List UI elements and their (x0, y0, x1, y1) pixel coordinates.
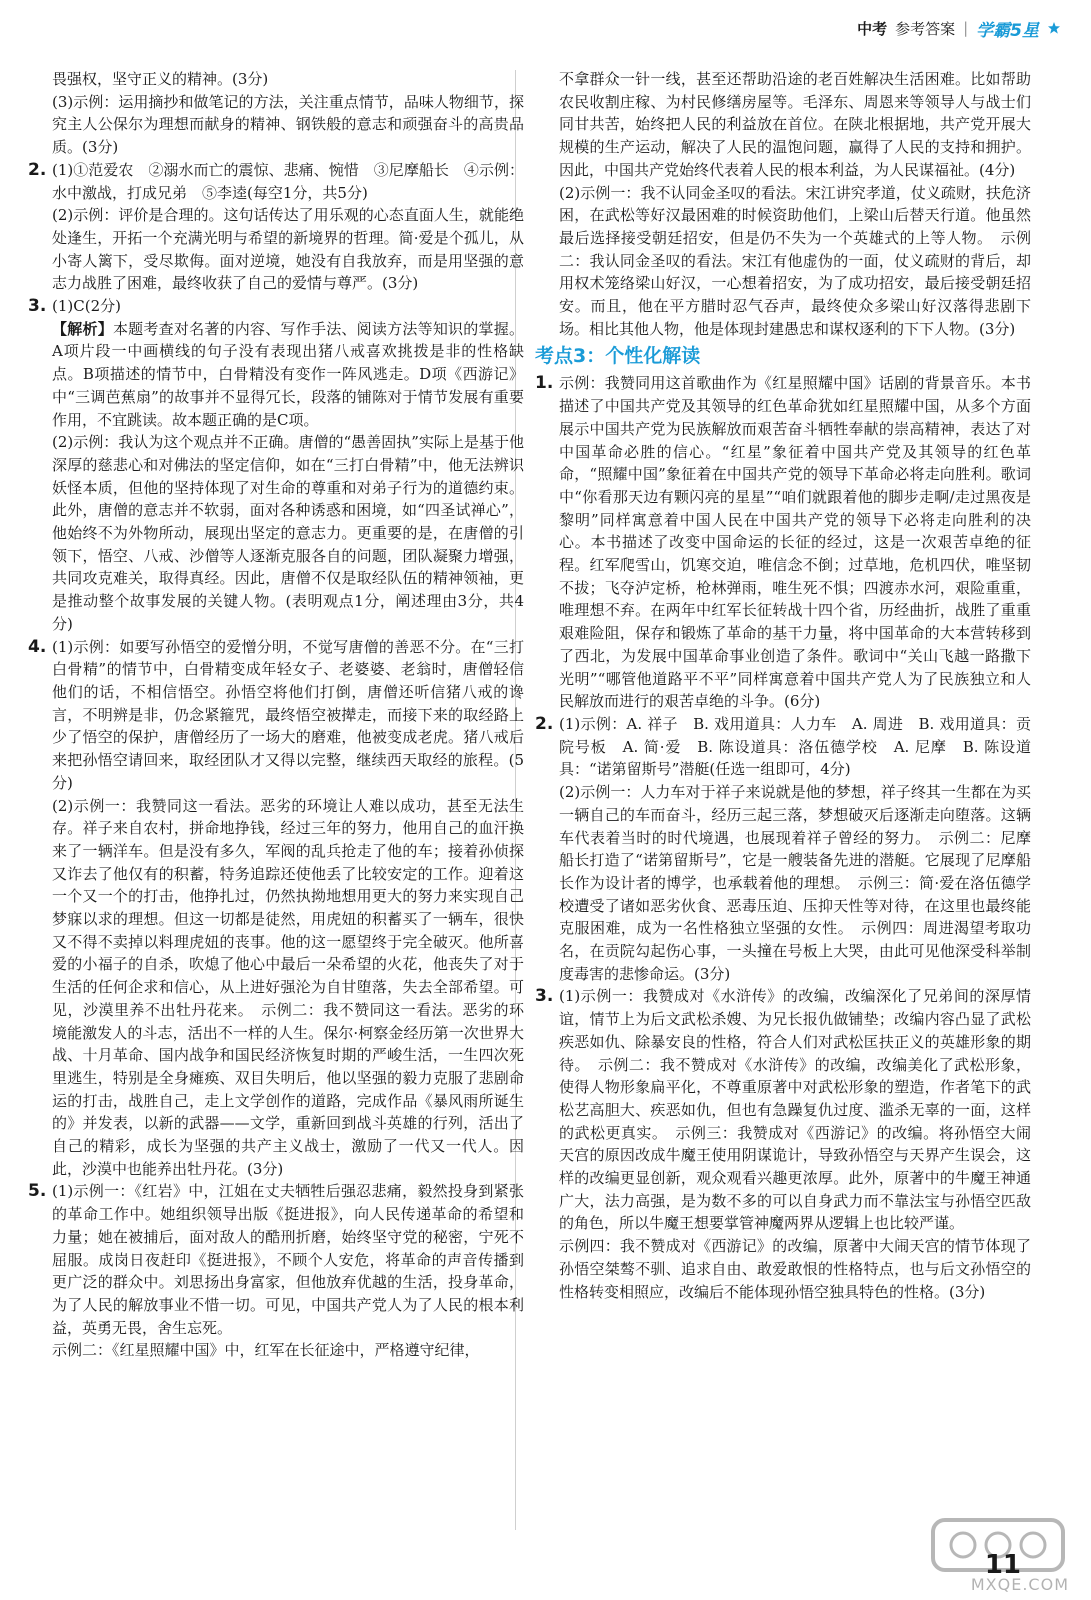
answer-text: (1)示例：A. 祥子 B. 戏用道具：人力车 A. 周进 B. 戏用道具：贡院号板 A. 简·爱 B. 陈设道具：洛伍德学校 A. 尼摩 B. 陈设道具：“诺第留斯号”潜艇(任选一组即可，4分) (559, 714, 1031, 779)
analysis-tag: 【解析】 (52, 319, 113, 338)
left-column (28, 68, 524, 1558)
analysis-paragraph (52, 318, 524, 432)
section-heading: 考点3：个性化解读 (535, 345, 701, 368)
question-5 (28, 1180, 524, 1362)
answer-text: (2)示例一：人力车对于祥子来说就是他的梦想，祥子终其一生都在为买一辆自己的车而奋斗，经历三起三落，梦想破灭后逐渐走向堕落。这辆车代表着当时的时代境遇，也展现着祥子曾经的努力。 示例二：尼摩船长打造了“诺第留斯号”，它是一艘装备先进的潜艇。它展现了尼摩船长作为设计者的博学，也承载着他的理想。 示例三：简·爱在洛伍德学校遭受了诸如恶劣伙食、恶毒压迫、压抑天性等对待，在这里也最终能克服困难，成为一名性格独立坚强的女性。 示例四：周进渴望考取功名，在贡院勾起伤心事，一头撞在号板上大哭，由此可见他深受科举制度毒害的悲惨命运。(3分) (559, 783, 1031, 983)
question-number: 1. (535, 373, 554, 394)
answer-text: (1)①范爱农 ②溺水而亡的震惊、悲痛、惋惜 ③尼摩船长 ④示例：水中激战，打成兄弟 ⑤李逵(每空1分，共5分) (52, 160, 524, 202)
answer-text: 示例四：我不赞成对《西游记》的改编，原著中大闹天宫的情节体现了孙悟空桀骜不驯、追求自由、敢爱敢恨的性格特点，也与后文孙悟空的性格转变相照应，改编后不能体现孙悟空独具特色的性格。(3分) (559, 1237, 1031, 1301)
header-brand: 学霸5星 (976, 20, 1039, 41)
answer-text: 不拿群众一针一线，甚至还帮助沿途的老百姓解决生活困难。比如帮助农民收割庄稼、为村民修缮房屋等。毛泽东、周恩来等领导人与战士们同甘共苦，始终把人民的利益放在首位。在陕北根据地，共产党开展大规模的生产运动，解决了人民的温饱问题，赢得了人民的支持和拥护。因此，中国共产党始终代表着人民的根本利益，为人民谋福祉。(4分) (559, 70, 1031, 179)
answer-text: 示例：我赞同用这首歌曲作为《红星照耀中国》话剧的背景音乐。本书描述了中国共产党及其领导的红色革命犹如红星照耀中国，从多个方面展示中国共产党为民族解放而艰苦奋斗牺牲奉献的崇高精神，表达了对中国革命必胜的信心。“红星”象征着中国共产党及其领导的红色革命，“照耀中国”象征着在中国共产党的领导下革命必将走向胜利。歌词中“你看那天边有颗闪亮的星星”“咱们就跟着他的脚步走啊/走过黑夜是黎明”同样寓意着中国人民在中国共产党的领导下必将走向胜利的决心。本书描述了改变中国命运的长征的经过，这是一次艰苦卓绝的征程。红军爬雪山，饥寒交迫，唯信念不倒；过草地，危机四伏，唯坚韧不拔；飞夺泸定桥，枪林弹雨，唯生死不惧；四渡赤水河，艰险重重，唯理想不弃。在两年中红军长征转战十四个省，历经曲折，战胜了重重艰难险阻，保存和锻炼了革命的基干力量，将中国革命的大本营转移到了西北，为发展中国革命事业创造了条件。歌词中“关山飞越一路撒下光明”“哪管他道路平不平”同样寓意着中国共产党人为了民族独立和人民解放而进行的艰苦卓绝的斗争。(6分) (559, 374, 1031, 711)
question-4 (28, 636, 524, 1181)
question-3 (28, 295, 524, 636)
answer-text: 示例二：《红星照耀中国》中，红军在长征途中，严格遵守纪律， (52, 1341, 480, 1360)
question-number: 2. (28, 159, 47, 180)
question-number: 4. (28, 636, 47, 657)
question-1 (535, 372, 1031, 713)
answer-text: (1)示例一：《红岩》中，江姐在丈夫牺牲后强忍悲痛，毅然投身到紧张的革命工作中。她组织领导出版《挺进报》，向人民传递革命的希望和力量；她在被捕后，面对敌人的酷刑折磨，始终坚守党的秘密，宁死不屈服。成岗日夜赶印《挺进报》，不顾个人安危，将革命的声音传播到更广泛的群众中。刘思扬出身富家，但他放弃优越的生活，投身革命，为了人民的解放事业不惜一切。可见，中国共产党人为了人民的根本利益，英勇无畏，舍生忘死。 (52, 1182, 524, 1337)
answer-text: (2)示例：评价是合理的。这句话传达了用乐观的心态直面人生，就能绝处逢生，开拓一个充满光明与希望的新境界的哲理。简·爱是个孤儿，从小寄人篱下，受尽欺侮。面对逆境，她没有自我放弃，而是用坚强的意志力战胜了困难，最终收获了自己的爱情与尊严。(3分) (52, 206, 524, 293)
right-column (535, 68, 1031, 1558)
answer-text: (2)示例：我认为这个观点并不正确。唐僧的“愚善固执”实际上是基于他深厚的慈悲心和对佛法的坚定信仰，如在“三打白骨精”中，他无法辨识妖怪本质，但他的坚持体现了对生命的尊重和对弟子行为的道德约束。此外，唐僧的意志并不软弱，面对各种诱惑和困境，如“四圣试禅心”，他始终不为外物所动，展现出坚定的意志力。更重要的是，在唐僧的引领下，悟空、八戒、沙僧等人逐渐克服各自的问题，团队凝聚力增强，共同攻克难关，取得真经。因此，唐僧不仅是取经队伍的精神领袖，更是推动整个故事发展的关键人物。(表明观点1分，阐述理由3分，共4分) (52, 433, 524, 633)
question-number: 5. (28, 1181, 47, 1202)
answer-text: (1)C(2分) (52, 297, 121, 316)
question-2 (28, 159, 524, 295)
answer-text: (3)示例：运用摘抄和做笔记的方法，关注重点情节，品味人物细节，探究主人公保尔为理想而献身的精神、钢铁般的意志和顽强奋斗的高贵品质。(3分) (52, 92, 524, 157)
watermark-text: MXQE.COM (970, 1575, 1069, 1594)
analysis-text: 本题考查对名著的内容、写作手法、阅读方法等知识的掌握。A项片段一中画横线的句子没有表现出猪八戒喜欢挑拨是非的性格缺点。B项描述的情节中，白骨精没有变作一阵风逃走。D项《西游记》中“三调芭蕉扇”的故事并不显得冗长，段落的铺陈对于情节发展有重要作用，不宜跳读。故本题正确的是C项。 (52, 319, 524, 429)
question-number: 2. (535, 713, 554, 734)
answer-text: (1)示例：如要写孙悟空的爱憎分明，不觉写唐僧的善恶不分。在“三打白骨精”的情节中，白骨精变成年轻女子、老婆婆、老翁时，唐僧轻信他们的话，不相信悟空。孙悟空将他们打倒，唐僧还听信猪八戒的谗言，不明辨是非，仍念紧箍咒，最终悟空被撵走，而接下来的取经路上少了悟空的保护，唐僧经历了一场大的磨难，他被变成老虎。猪八戒后来把孙悟空请回来，取经团队才又得以完整，继续西天取经的旅程。(5分) (52, 637, 524, 792)
question-2 (535, 713, 1031, 985)
page-number: 11 (984, 1550, 1021, 1580)
header-answers: 参考答案 (895, 19, 956, 38)
answer-text: (2)示例一：我不认同金圣叹的看法。宋江讲究孝道，仗义疏财，扶危济困，在武松等好汉最困难的时候资助他们，上梁山后替天行道。他虽然最后选择接受朝廷招安，但是仍不失为一个英雄式的上等人物。 示例二：我认同金圣叹的看法。宋江有他虚伪的一面，仗义疏财的背后，却用权术笼络梁山好汉，一心想着招安，为了成功招安，最后接受朝廷招安。而且，他在平方腊时忍气吞声，最终使众多梁山好汉落得悲剧下场。相比其他人物，他是体现封建愚忠和谋权逐利的下下人物。(3分) (559, 183, 1031, 338)
question-number: 3. (535, 986, 554, 1007)
brand-star-icon (1047, 21, 1061, 35)
page-header (857, 4, 1061, 52)
question-3 (535, 985, 1031, 1303)
question-number: 3. (28, 296, 47, 317)
answer-text: (1)示例一：我赞成对《水浒传》的改编，改编深化了兄弟间的深厚情谊，情节上为后文武松杀嫂、为兄长报仇做铺垫；改编内容凸显了武松疾恶如仇、除暴安良的性格，符合人们对武松匡扶正义的英雄形象的期待。 示例二：我不赞成对《水浒传》的改编，改编美化了武松形象，使得人物形象扁平化，不尊重原著中对武松形象的塑造，作者笔下的武松艺高胆大、疾恶如仇，但也有急躁复仇过度、滥杀无辜的一面，这样的武松更真实。 示例三：我赞成对《西游记》的改编。将孙悟空大闹天宫的原因改成牛魔王使用阴谋诡计，导致孙悟空与天界产生误会，这样的改编更显创新，观众观看兴趣更浓厚。此外，原著中的牛魔王神通广大，法力高强，是为数不多的可以自身武力而不靠法宝与孙悟空匹敌的角色，所以牛魔王想要掌管神魔两界从逻辑上也比较严谨。 (559, 987, 1031, 1233)
answer-text: 畏强权，坚守正义的精神。(3分) (52, 70, 269, 88)
header-separator: | (963, 19, 969, 37)
header-exam: 中考 (857, 19, 888, 38)
answer-text: (2)示例一：我赞同这一看法。恶劣的环境让人难以成功，甚至无法生存。祥子来自农村，拼命地挣钱，经过三年的努力，他用自己的血汗换来了一辆洋车。但是没有多久，军阀的乱兵抢走了他的车；接着孙侦探又诈去了他仅有的积蓄，特务追踪还使他丢了比较安定的工作。迎着这一个又一个的打击，他挣扎过，仍然执拗地想用更大的努力来实现自己梦寐以求的理想。但这一切都是徒然，用虎妞的积蓄买了一辆车，很快又不得不卖掉以料理虎妞的丧事。他的这一愿望终于完全破灭。他所喜爱的小福子的自杀，吹熄了他心中最后一朵希望的火花，他丧失了对于生活的任何企求和信心，从上进好强沦为自甘堕落，失去全部希望。可见，沙漠里养不出牡丹花来。 示例二：我不赞同这一看法。恶劣的环境能激发人的斗志，活出不一样的人生。保尔·柯察金经历第一次世界大战、十月革命、国内战争和国民经济恢复时期的严峻生活，一生四次死里逃生，特别是全身瘫痪、双目失明后，他以坚强的毅力克服了悲剧命运的打击，战胜自己，走上文学创作的道路，完成作品《暴风雨所诞生的》并发表，以新的武器——文学，重新回到战斗英雄的行列，活出了自己的精彩，成长为坚强的共产主义战士，激励了一代又一代人。因此，沙漠中也能养出牡丹花。(3分) (52, 796, 524, 1178)
